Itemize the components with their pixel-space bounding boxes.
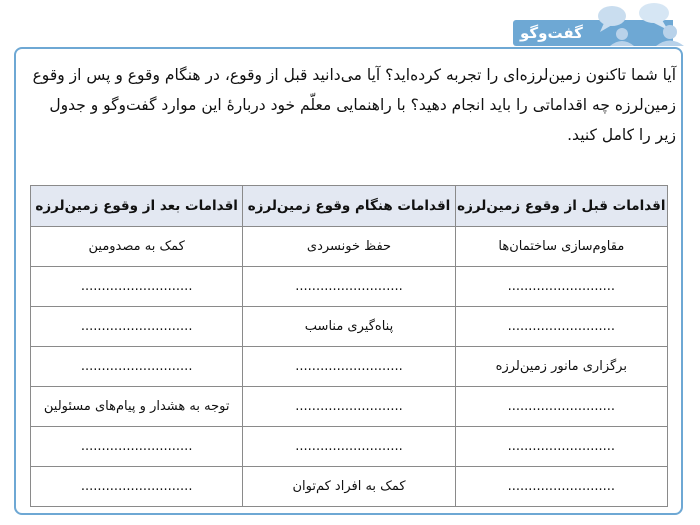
table-row bbox=[31, 387, 668, 427]
header-before: اقدامات قبل از وقوع زمین‌لرزه bbox=[455, 186, 667, 227]
header-during: اقدامات هنگام وقوع زمین‌لرزه bbox=[243, 186, 455, 227]
cell-after[interactable]: ........................... bbox=[31, 467, 243, 507]
cell-during: پناه‌گیری مناسب bbox=[243, 307, 455, 347]
cell-before[interactable]: .......................... bbox=[455, 267, 667, 307]
table-row bbox=[31, 267, 668, 307]
cell-after[interactable]: ........................... bbox=[31, 267, 243, 307]
intro-line: زیر را کامل کنید. bbox=[567, 126, 676, 144]
cell-before[interactable]: .......................... bbox=[455, 307, 667, 347]
cell-before[interactable]: .......................... bbox=[455, 387, 667, 427]
cell-during[interactable]: .......................... bbox=[243, 267, 455, 307]
cell-after[interactable]: ........................... bbox=[31, 307, 243, 347]
earthquake-actions-table bbox=[30, 185, 668, 507]
header-after: اقدامات بعد از وقوع زمین‌لرزه bbox=[31, 186, 243, 227]
intro-paragraph bbox=[24, 60, 676, 150]
cell-before[interactable]: .......................... bbox=[455, 467, 667, 507]
speech-bubble-icon bbox=[639, 3, 669, 30]
cell-after: کمک به مصدومین bbox=[31, 227, 243, 267]
table-header-row bbox=[31, 186, 668, 227]
table-row bbox=[31, 427, 668, 467]
cell-during[interactable]: .......................... bbox=[243, 387, 455, 427]
intro-line: آیا شما تاکنون زمین‌لرزه‌ای را تجربه کرده‌اید؟ آیا می‌دانید قبل از وقوع، در هنگام وقوع و پس از وقوع bbox=[32, 66, 676, 84]
cell-during[interactable]: .......................... bbox=[243, 427, 455, 467]
cell-after: توجه به هشدار و پیام‌های مسئولین bbox=[31, 387, 243, 427]
table-row bbox=[31, 227, 668, 267]
cell-before: مقاوم‌سازی ساختمان‌ها bbox=[455, 227, 667, 267]
table-row bbox=[31, 307, 668, 347]
cell-during: کمک به افراد کم‌توان bbox=[243, 467, 455, 507]
table-row bbox=[31, 467, 668, 507]
cell-after[interactable]: ........................... bbox=[31, 427, 243, 467]
intro-line: زمین‌لرزه چه اقداماتی را باید انجام دهید؟ با راهنمایی معلّم خود دربارهٔ این موارد گفت‌وگو و جدول bbox=[49, 96, 676, 114]
cell-after[interactable]: ........................... bbox=[31, 347, 243, 387]
table-row bbox=[31, 347, 668, 387]
cell-during: حفظ خونسردی bbox=[243, 227, 455, 267]
speech-bubbles-icon bbox=[592, 2, 697, 46]
cell-before[interactable]: .......................... bbox=[455, 427, 667, 467]
person-icon bbox=[610, 25, 684, 46]
cell-before: برگزاری مانور زمین‌لرزه bbox=[455, 347, 667, 387]
section-title: گفت‌وگو bbox=[520, 24, 583, 42]
cell-during[interactable]: .......................... bbox=[243, 347, 455, 387]
